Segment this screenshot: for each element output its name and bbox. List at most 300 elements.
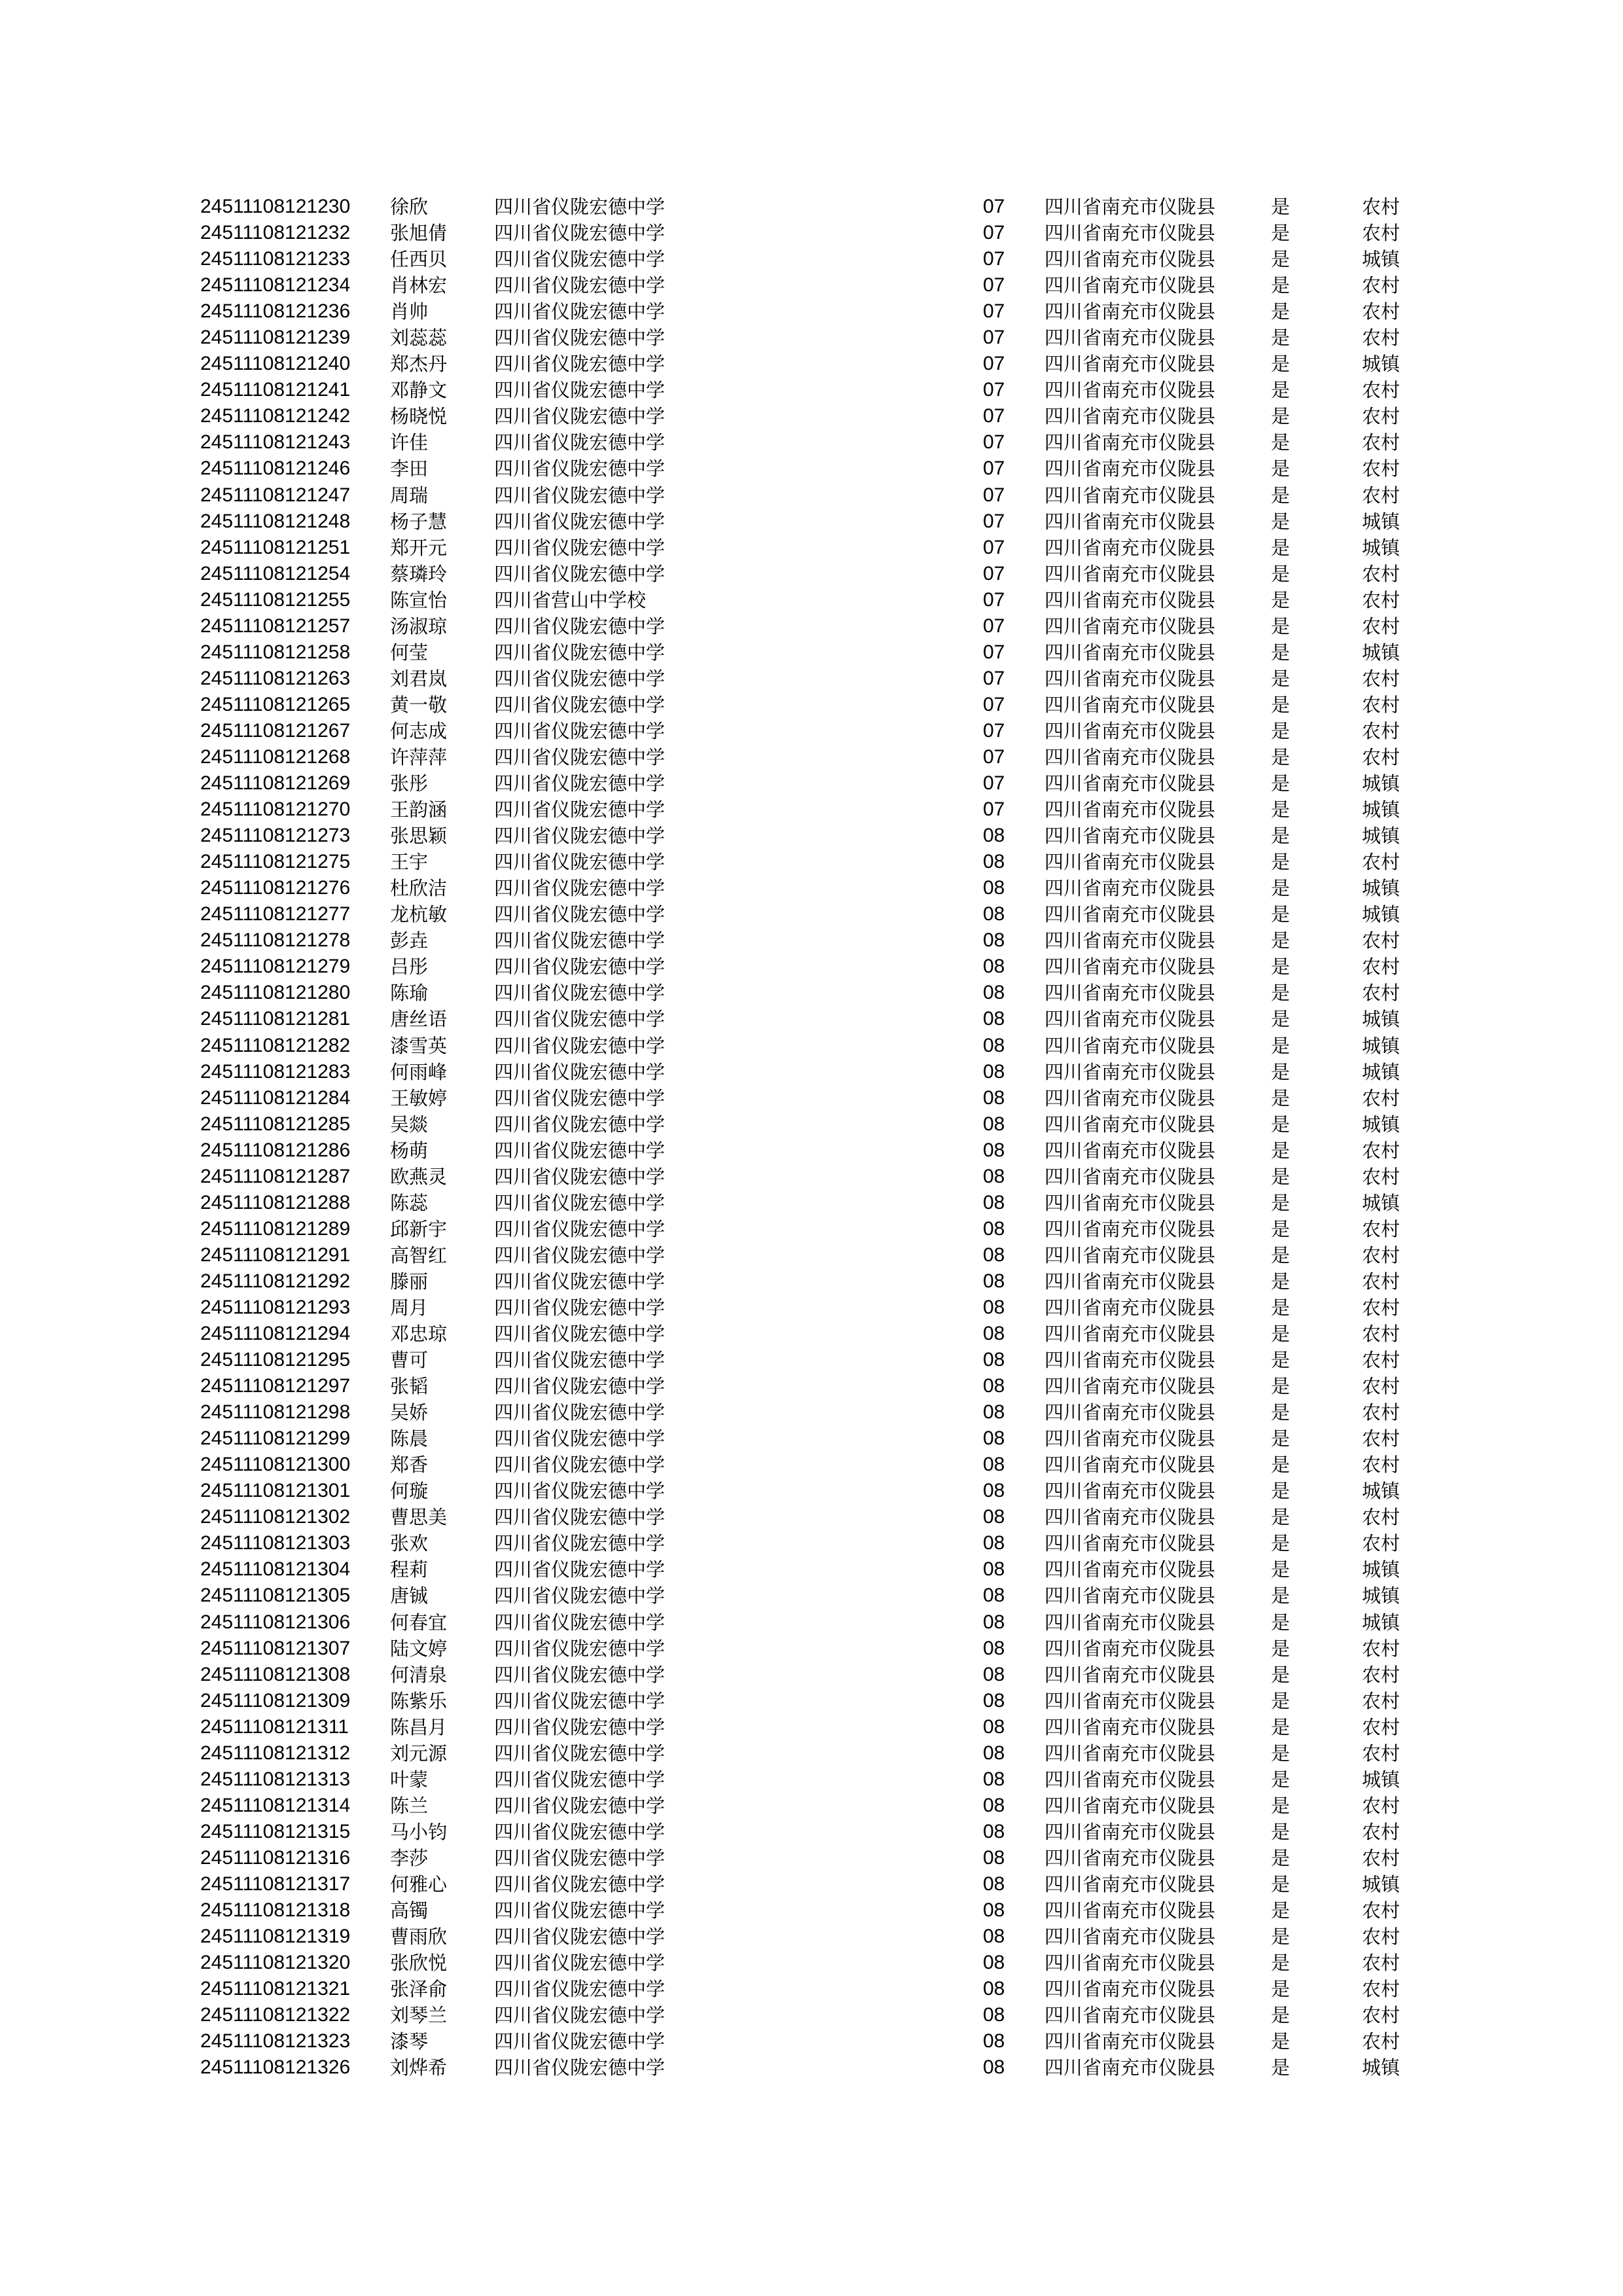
student-name-cell: 陈蕊 [390, 1191, 429, 1214]
household-type-cell: 城镇 [1362, 877, 1400, 900]
local-flag-cell: 是 [1271, 1323, 1291, 1346]
student-name-cell: 陈晨 [390, 1427, 429, 1450]
region-cell: 四川省南充市仪陇县 [1044, 588, 1216, 611]
local-flag-cell: 是 [1271, 1873, 1291, 1895]
household-type-cell: 农村 [1362, 484, 1400, 507]
local-flag-cell: 是 [1271, 405, 1291, 428]
student-id-cell: 24511108121285 [200, 1113, 351, 1135]
region-cell: 四川省南充市仪陇县 [1044, 379, 1216, 402]
table-row [0, 1636, 1623, 1662]
school-cell: 四川省仪陇宏德中学 [494, 1113, 666, 1136]
student-id-cell: 24511108121289 [200, 1217, 351, 1240]
region-cell: 四川省南充市仪陇县 [1044, 1034, 1216, 1057]
table-row [0, 1478, 1623, 1504]
table-row [0, 1924, 1623, 1950]
region-cell: 四川省南充市仪陇县 [1044, 2004, 1216, 2027]
class-code-cell: 08 [983, 956, 1005, 978]
student-id-cell: 24511108121300 [200, 1454, 351, 1476]
local-flag-cell: 是 [1271, 1217, 1291, 1240]
student-name-cell: 邓静文 [390, 379, 448, 402]
table-row [0, 298, 1623, 325]
student-id-cell: 24511108121279 [200, 956, 351, 978]
household-type-cell: 农村 [1362, 405, 1400, 428]
school-cell: 四川省仪陇宏德中学 [494, 745, 666, 768]
student-id-cell: 24511108121319 [200, 1926, 351, 1948]
school-cell: 四川省仪陇宏德中学 [494, 1060, 666, 1083]
student-name-cell: 张欣悦 [390, 1952, 448, 1975]
student-name-cell: 吴娇 [390, 1401, 429, 1424]
student-name-cell: 许佳 [390, 431, 429, 454]
region-cell: 四川省南充市仪陇县 [1044, 1401, 1216, 1424]
student-id-cell: 24511108121248 [200, 510, 351, 532]
household-type-cell: 农村 [1362, 2004, 1400, 2027]
household-type-cell: 农村 [1362, 1689, 1400, 1712]
student-name-cell: 唐丝语 [390, 1008, 448, 1031]
class-code-cell: 08 [983, 1244, 1005, 1266]
school-cell: 四川省仪陇宏德中学 [494, 2030, 666, 2053]
school-cell: 四川省仪陇宏德中学 [494, 719, 666, 742]
student-name-cell: 杜欣洁 [390, 877, 448, 900]
local-flag-cell: 是 [1271, 1926, 1291, 1948]
class-code-cell: 08 [983, 1191, 1005, 1213]
student-id-cell: 24511108121314 [200, 1794, 351, 1816]
table-row [0, 823, 1623, 849]
local-flag-cell: 是 [1271, 379, 1291, 402]
household-type-cell: 农村 [1362, 1506, 1400, 1529]
school-cell: 四川省仪陇宏德中学 [494, 1611, 666, 1634]
student-name-cell: 杨萌 [390, 1139, 429, 1162]
table-row [0, 587, 1623, 613]
student-name-cell: 刘烨希 [390, 2056, 448, 2079]
student-id-cell: 24511108121305 [200, 1585, 351, 1607]
class-code-cell: 08 [983, 1611, 1005, 1633]
school-cell: 四川省仪陇宏德中学 [494, 405, 666, 428]
student-name-cell: 张泽俞 [390, 1978, 448, 2001]
school-cell: 四川省仪陇宏德中学 [494, 1323, 666, 1346]
local-flag-cell: 是 [1271, 641, 1291, 664]
household-type-cell: 农村 [1362, 719, 1400, 742]
region-cell: 四川省南充市仪陇县 [1044, 1820, 1216, 1843]
student-id-cell: 24511108121230 [200, 196, 351, 217]
class-code-cell: 08 [983, 1034, 1005, 1056]
student-name-cell: 郑香 [390, 1454, 429, 1477]
school-cell: 四川省仪陇宏德中学 [494, 1270, 666, 1293]
region-cell: 四川省南充市仪陇县 [1044, 1715, 1216, 1738]
class-code-cell: 08 [983, 1768, 1005, 1790]
household-type-cell: 农村 [1362, 222, 1400, 245]
household-type-cell: 农村 [1362, 1637, 1400, 1660]
local-flag-cell: 是 [1271, 1270, 1291, 1293]
table-row [0, 1452, 1623, 1478]
class-code-cell: 08 [983, 1689, 1005, 1712]
school-cell: 四川省仪陇宏德中学 [494, 877, 666, 900]
class-code-cell: 07 [983, 510, 1005, 532]
local-flag-cell: 是 [1271, 667, 1291, 690]
household-type-cell: 农村 [1362, 1217, 1400, 1240]
student-id-cell: 24511108121269 [200, 772, 351, 795]
student-id-cell: 24511108121292 [200, 1270, 351, 1292]
student-name-cell: 彭垚 [390, 929, 429, 952]
table-row [0, 1504, 1623, 1530]
household-type-cell: 城镇 [1362, 1191, 1400, 1214]
table-row [0, 1138, 1623, 1164]
student-name-cell: 陈瑜 [390, 982, 429, 1005]
household-type-cell: 农村 [1362, 457, 1400, 480]
table-row [0, 744, 1623, 770]
local-flag-cell: 是 [1271, 1086, 1291, 1109]
student-name-cell: 张彤 [390, 772, 429, 795]
household-type-cell: 农村 [1362, 1427, 1400, 1450]
region-cell: 四川省南充市仪陇县 [1044, 1270, 1216, 1293]
household-type-cell: 农村 [1362, 615, 1400, 637]
household-type-cell: 城镇 [1362, 825, 1400, 848]
class-code-cell: 08 [983, 1113, 1005, 1135]
school-cell: 四川省仪陇宏德中学 [494, 1375, 666, 1398]
table-row [0, 1190, 1623, 1216]
class-code-cell: 08 [983, 1952, 1005, 1974]
local-flag-cell: 是 [1271, 1689, 1291, 1712]
local-flag-cell: 是 [1271, 745, 1291, 768]
school-cell: 四川省仪陇宏德中学 [494, 1926, 666, 1948]
student-id-cell: 24511108121307 [200, 1637, 351, 1659]
school-cell: 四川省仪陇宏德中学 [494, 798, 666, 821]
class-code-cell: 08 [983, 1480, 1005, 1502]
region-cell: 四川省南充市仪陇县 [1044, 1558, 1216, 1581]
household-type-cell: 农村 [1362, 667, 1400, 690]
class-code-cell: 08 [983, 1978, 1005, 2000]
region-cell: 四川省南充市仪陇县 [1044, 300, 1216, 323]
region-cell: 四川省南充市仪陇县 [1044, 484, 1216, 507]
region-cell: 四川省南充市仪陇县 [1044, 1846, 1216, 1869]
local-flag-cell: 是 [1271, 1978, 1291, 2001]
student-name-cell: 欧燕灵 [390, 1165, 448, 1188]
region-cell: 四川省南充市仪陇县 [1044, 745, 1216, 768]
region-cell: 四川省南充市仪陇县 [1044, 877, 1216, 900]
region-cell: 四川省南充市仪陇县 [1044, 719, 1216, 742]
student-id-cell: 24511108121297 [200, 1375, 351, 1397]
student-name-cell: 刘琴兰 [390, 2004, 448, 2027]
student-id-cell: 24511108121320 [200, 1952, 351, 1974]
local-flag-cell: 是 [1271, 196, 1291, 218]
student-name-cell: 肖林宏 [390, 274, 448, 297]
class-code-cell: 08 [983, 1532, 1005, 1554]
table-row [0, 770, 1623, 797]
class-code-cell: 07 [983, 379, 1005, 401]
class-code-cell: 07 [983, 484, 1005, 506]
table-row [0, 351, 1623, 377]
student-id-cell: 24511108121312 [200, 1742, 351, 1764]
table-row [0, 1242, 1623, 1268]
student-name-cell: 吴燚 [390, 1113, 429, 1136]
class-code-cell: 07 [983, 248, 1005, 270]
region-cell: 四川省南充市仪陇县 [1044, 1663, 1216, 1686]
local-flag-cell: 是 [1271, 536, 1291, 559]
school-cell: 四川省仪陇宏德中学 [494, 2004, 666, 2027]
table-row [0, 1399, 1623, 1426]
student-id-cell: 24511108121243 [200, 431, 351, 454]
local-flag-cell: 是 [1271, 1296, 1291, 1319]
local-flag-cell: 是 [1271, 1375, 1291, 1398]
local-flag-cell: 是 [1271, 719, 1291, 742]
class-code-cell: 07 [983, 196, 1005, 217]
table-row [0, 718, 1623, 744]
class-code-cell: 08 [983, 903, 1005, 925]
household-type-cell: 农村 [1362, 588, 1400, 611]
student-id-cell: 24511108121298 [200, 1401, 351, 1424]
local-flag-cell: 是 [1271, 1349, 1291, 1372]
household-type-cell: 农村 [1362, 1454, 1400, 1477]
student-id-cell: 24511108121255 [200, 588, 351, 611]
household-type-cell: 城镇 [1362, 641, 1400, 664]
local-flag-cell: 是 [1271, 1480, 1291, 1503]
class-code-cell: 08 [983, 1086, 1005, 1109]
student-id-cell: 24511108121278 [200, 929, 351, 952]
student-name-cell: 肖帅 [390, 300, 429, 323]
region-cell: 四川省南充市仪陇县 [1044, 1768, 1216, 1791]
student-id-cell: 24511108121283 [200, 1060, 351, 1083]
student-name-cell: 陆文婷 [390, 1637, 448, 1660]
region-cell: 四川省南充市仪陇县 [1044, 222, 1216, 245]
class-code-cell: 07 [983, 772, 1005, 795]
student-name-cell: 蔡璘玲 [390, 562, 448, 585]
student-id-cell: 24511108121276 [200, 877, 351, 899]
school-cell: 四川省仪陇宏德中学 [494, 1663, 666, 1686]
household-type-cell: 农村 [1362, 431, 1400, 454]
region-cell: 四川省南充市仪陇县 [1044, 956, 1216, 978]
table-row [0, 1426, 1623, 1452]
table-row [0, 1767, 1623, 1793]
student-name-cell: 李田 [390, 457, 429, 480]
student-id-cell: 24511108121303 [200, 1532, 351, 1554]
class-code-cell: 07 [983, 353, 1005, 375]
student-name-cell: 龙杭敏 [390, 903, 448, 926]
table-row [0, 2028, 1623, 2054]
table-row [0, 1845, 1623, 1871]
region-cell: 四川省南充市仪陇县 [1044, 825, 1216, 848]
local-flag-cell: 是 [1271, 772, 1291, 795]
household-type-cell: 农村 [1362, 1663, 1400, 1686]
table-row [0, 377, 1623, 403]
school-cell: 四川省仪陇宏德中学 [494, 1139, 666, 1162]
student-name-cell: 程莉 [390, 1558, 429, 1581]
region-cell: 四川省南充市仪陇县 [1044, 1873, 1216, 1895]
student-name-cell: 刘蕊蕊 [390, 327, 448, 350]
student-id-cell: 24511108121232 [200, 222, 351, 244]
student-id-cell: 24511108121267 [200, 719, 351, 742]
local-flag-cell: 是 [1271, 1454, 1291, 1477]
region-cell: 四川省南充市仪陇县 [1044, 2056, 1216, 2079]
school-cell: 四川省仪陇宏德中学 [494, 693, 666, 716]
student-id-cell: 24511108121284 [200, 1086, 351, 1109]
household-type-cell: 农村 [1362, 1086, 1400, 1109]
household-type-cell: 农村 [1362, 196, 1400, 218]
class-code-cell: 08 [983, 1794, 1005, 1816]
school-cell: 四川省仪陇宏德中学 [494, 196, 666, 218]
region-cell: 四川省南充市仪陇县 [1044, 1427, 1216, 1450]
household-type-cell: 农村 [1362, 1244, 1400, 1266]
student-id-cell: 24511108121309 [200, 1689, 351, 1712]
local-flag-cell: 是 [1271, 1742, 1291, 1765]
class-code-cell: 07 [983, 300, 1005, 323]
local-flag-cell: 是 [1271, 1768, 1291, 1791]
region-cell: 四川省南充市仪陇县 [1044, 327, 1216, 350]
school-cell: 四川省仪陇宏德中学 [494, 929, 666, 952]
student-id-cell: 24511108121265 [200, 693, 351, 715]
school-cell: 四川省仪陇宏德中学 [494, 222, 666, 245]
class-code-cell: 08 [983, 1401, 1005, 1424]
household-type-cell: 农村 [1362, 956, 1400, 978]
household-type-cell: 农村 [1362, 1715, 1400, 1738]
student-id-cell: 24511108121251 [200, 536, 351, 558]
school-cell: 四川省仪陇宏德中学 [494, 1846, 666, 1869]
region-cell: 四川省南充市仪陇县 [1044, 1506, 1216, 1529]
region-cell: 四川省南充市仪陇县 [1044, 196, 1216, 218]
student-id-cell: 24511108121323 [200, 2030, 351, 2053]
table-row [0, 2054, 1623, 2081]
student-id-cell: 24511108121322 [200, 2004, 351, 2026]
household-type-cell: 城镇 [1362, 798, 1400, 821]
local-flag-cell: 是 [1271, 798, 1291, 821]
class-code-cell: 08 [983, 2056, 1005, 2079]
school-cell: 四川省仪陇宏德中学 [494, 1480, 666, 1503]
student-id-cell: 24511108121316 [200, 1846, 351, 1869]
table-row [0, 1347, 1623, 1373]
school-cell: 四川省仪陇宏德中学 [494, 1296, 666, 1319]
school-cell: 四川省仪陇宏德中学 [494, 1244, 666, 1266]
student-id-cell: 24511108121233 [200, 248, 351, 270]
table-row [0, 1085, 1623, 1111]
household-type-cell: 农村 [1362, 1532, 1400, 1555]
student-name-cell: 吕彤 [390, 956, 429, 978]
region-cell: 四川省南充市仪陇县 [1044, 1217, 1216, 1240]
class-code-cell: 08 [983, 1139, 1005, 1161]
local-flag-cell: 是 [1271, 1611, 1291, 1634]
household-type-cell: 农村 [1362, 379, 1400, 402]
student-id-cell: 24511108121236 [200, 300, 351, 323]
local-flag-cell: 是 [1271, 1113, 1291, 1136]
region-cell: 四川省南充市仪陇县 [1044, 562, 1216, 585]
table-row [0, 1688, 1623, 1714]
table-row [0, 535, 1623, 561]
household-type-cell: 城镇 [1362, 1611, 1400, 1634]
region-cell: 四川省南充市仪陇县 [1044, 1794, 1216, 1817]
household-type-cell: 城镇 [1362, 903, 1400, 926]
class-code-cell: 07 [983, 719, 1005, 742]
school-cell: 四川省仪陇宏德中学 [494, 1349, 666, 1372]
household-type-cell: 农村 [1362, 1899, 1400, 1922]
local-flag-cell: 是 [1271, 877, 1291, 900]
school-cell: 四川省仪陇宏德中学 [494, 327, 666, 350]
student-id-cell: 24511108121317 [200, 1873, 351, 1895]
class-code-cell: 07 [983, 457, 1005, 480]
student-name-cell: 高智红 [390, 1244, 448, 1266]
local-flag-cell: 是 [1271, 510, 1291, 533]
class-code-cell: 08 [983, 929, 1005, 952]
student-id-cell: 24511108121286 [200, 1139, 351, 1161]
region-cell: 四川省南充市仪陇县 [1044, 615, 1216, 637]
table-row [0, 797, 1623, 823]
region-cell: 四川省南充市仪陇县 [1044, 1952, 1216, 1975]
table-row [0, 509, 1623, 535]
region-cell: 四川省南充市仪陇县 [1044, 1611, 1216, 1634]
household-type-cell: 农村 [1362, 982, 1400, 1005]
school-cell: 四川省仪陇宏德中学 [494, 484, 666, 507]
table-row [0, 1714, 1623, 1740]
local-flag-cell: 是 [1271, 1532, 1291, 1555]
table-row [0, 429, 1623, 456]
student-name-cell: 张欢 [390, 1532, 429, 1555]
student-name-cell: 陈紫乐 [390, 1689, 448, 1712]
table-row [0, 1897, 1623, 1924]
table-row [0, 1530, 1623, 1556]
class-code-cell: 07 [983, 536, 1005, 558]
local-flag-cell: 是 [1271, 1060, 1291, 1083]
student-id-cell: 24511108121275 [200, 851, 351, 873]
local-flag-cell: 是 [1271, 693, 1291, 716]
student-id-cell: 24511108121270 [200, 798, 351, 821]
student-id-cell: 24511108121288 [200, 1191, 351, 1213]
class-code-cell: 07 [983, 641, 1005, 663]
household-type-cell: 农村 [1362, 1978, 1400, 2001]
class-code-cell: 07 [983, 274, 1005, 296]
student-id-cell: 24511108121280 [200, 982, 351, 1004]
local-flag-cell: 是 [1271, 1427, 1291, 1450]
table-row [0, 220, 1623, 246]
table-row [0, 1976, 1623, 2002]
student-id-cell: 24511108121242 [200, 405, 351, 427]
student-name-cell: 滕丽 [390, 1270, 429, 1293]
student-name-cell: 张旭倩 [390, 222, 448, 245]
class-code-cell: 08 [983, 1454, 1005, 1476]
student-name-cell: 何雅心 [390, 1873, 448, 1895]
student-name-cell: 张思颖 [390, 825, 448, 848]
student-name-cell: 高镯 [390, 1899, 429, 1922]
student-id-cell: 24511108121263 [200, 667, 351, 689]
student-name-cell: 何志成 [390, 719, 448, 742]
school-cell: 四川省仪陇宏德中学 [494, 1794, 666, 1817]
household-type-cell: 农村 [1362, 274, 1400, 297]
class-code-cell: 08 [983, 2004, 1005, 2026]
student-id-cell: 24511108121306 [200, 1611, 351, 1633]
class-code-cell: 08 [983, 1742, 1005, 1764]
student-name-cell: 唐铖 [390, 1585, 429, 1607]
student-name-cell: 王敏婷 [390, 1086, 448, 1109]
school-cell: 四川省仪陇宏德中学 [494, 1952, 666, 1975]
school-cell: 四川省仪陇宏德中学 [494, 615, 666, 637]
local-flag-cell: 是 [1271, 562, 1291, 585]
local-flag-cell: 是 [1271, 851, 1291, 874]
student-id-cell: 24511108121277 [200, 903, 351, 925]
household-type-cell: 农村 [1362, 562, 1400, 585]
household-type-cell: 城镇 [1362, 1060, 1400, 1083]
class-code-cell: 08 [983, 1715, 1005, 1738]
class-code-cell: 07 [983, 693, 1005, 715]
table-row [0, 1819, 1623, 1845]
table-row [0, 1583, 1623, 1609]
region-cell: 四川省南充市仪陇县 [1044, 274, 1216, 297]
region-cell: 四川省南充市仪陇县 [1044, 1244, 1216, 1266]
region-cell: 四川省南充市仪陇县 [1044, 903, 1216, 926]
school-cell: 四川省仪陇宏德中学 [494, 1165, 666, 1188]
region-cell: 四川省南充市仪陇县 [1044, 1086, 1216, 1109]
class-code-cell: 08 [983, 1846, 1005, 1869]
student-id-cell: 24511108121281 [200, 1008, 351, 1030]
class-code-cell: 07 [983, 405, 1005, 427]
table-row [0, 1556, 1623, 1583]
student-name-cell: 何清泉 [390, 1663, 448, 1686]
local-flag-cell: 是 [1271, 1637, 1291, 1660]
region-cell: 四川省南充市仪陇县 [1044, 1375, 1216, 1398]
